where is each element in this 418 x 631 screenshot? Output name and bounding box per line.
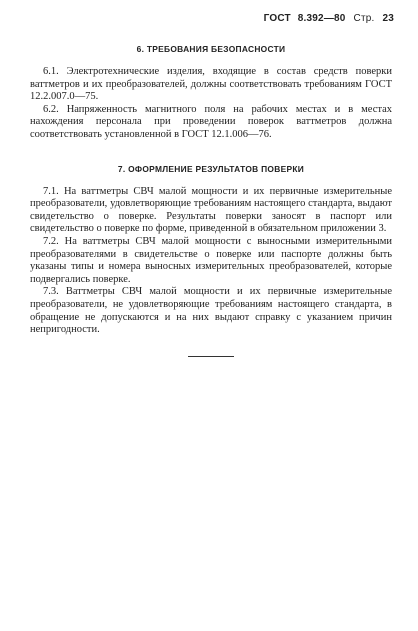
paragraph-6-1: 6.1. Электротехнические изделия, входящие в состав средств поверки ваттметров и их преобразователей, должны соответствовать требованиям ГОСТ 12.2.007.0—75. (30, 66, 392, 103)
paragraph-6-2: 6.2. Напряженность магнитного поля на рабочих местах и в местах нахождения персонала при проведении поверок ваттметров должна соответствовать установленной в ГОСТ 12.1.006—76. (30, 103, 392, 140)
page-label: Стр. (353, 13, 375, 24)
section-title-results: 7. ОФОРМЛЕНИЕ РЕЗУЛЬТАТОВ ПОВЕРКИ (117, 163, 305, 174)
paragraph-7-3: 7.3. Ваттметры СВЧ малой мощности и их первичные измерительные преобразователи, не удовлетворяющие требованиям настоящего стандарта, в обращение не допускаются и на них выдают справку с указанием причин непригодности. (30, 286, 392, 336)
section-title-safety: 6. ТРЕБОВАНИЯ БЕЗОПАСНОСТИ (136, 44, 286, 54)
standard-label: ГОСТ (263, 13, 291, 24)
document-body (30, 44, 392, 337)
paragraph-7-2: 7.2. На ваттметры СВЧ малой мощности с выносными измерительными преобразователями в свидетельстве о поверке или паспорте должны быть указаны типы и номера выносных измерительных преобразователей, которые подвергались поверке. (30, 235, 392, 285)
page-header (264, 13, 394, 24)
standard-number: 8.392—80 (297, 13, 346, 24)
end-divider (188, 356, 234, 357)
page-number: 23 (382, 13, 394, 24)
paragraph-7-1: 7.1. На ваттметры СВЧ малой мощности и их первичные измерительные преобразователи, удовлетворяющие требованиям настоящего стандарта, выдают свидетельство о поверке. Результаты поверки заносят в паспорт или свидетельство о поверке по форме, приведенной в обязательном приложении 3. (30, 185, 392, 235)
